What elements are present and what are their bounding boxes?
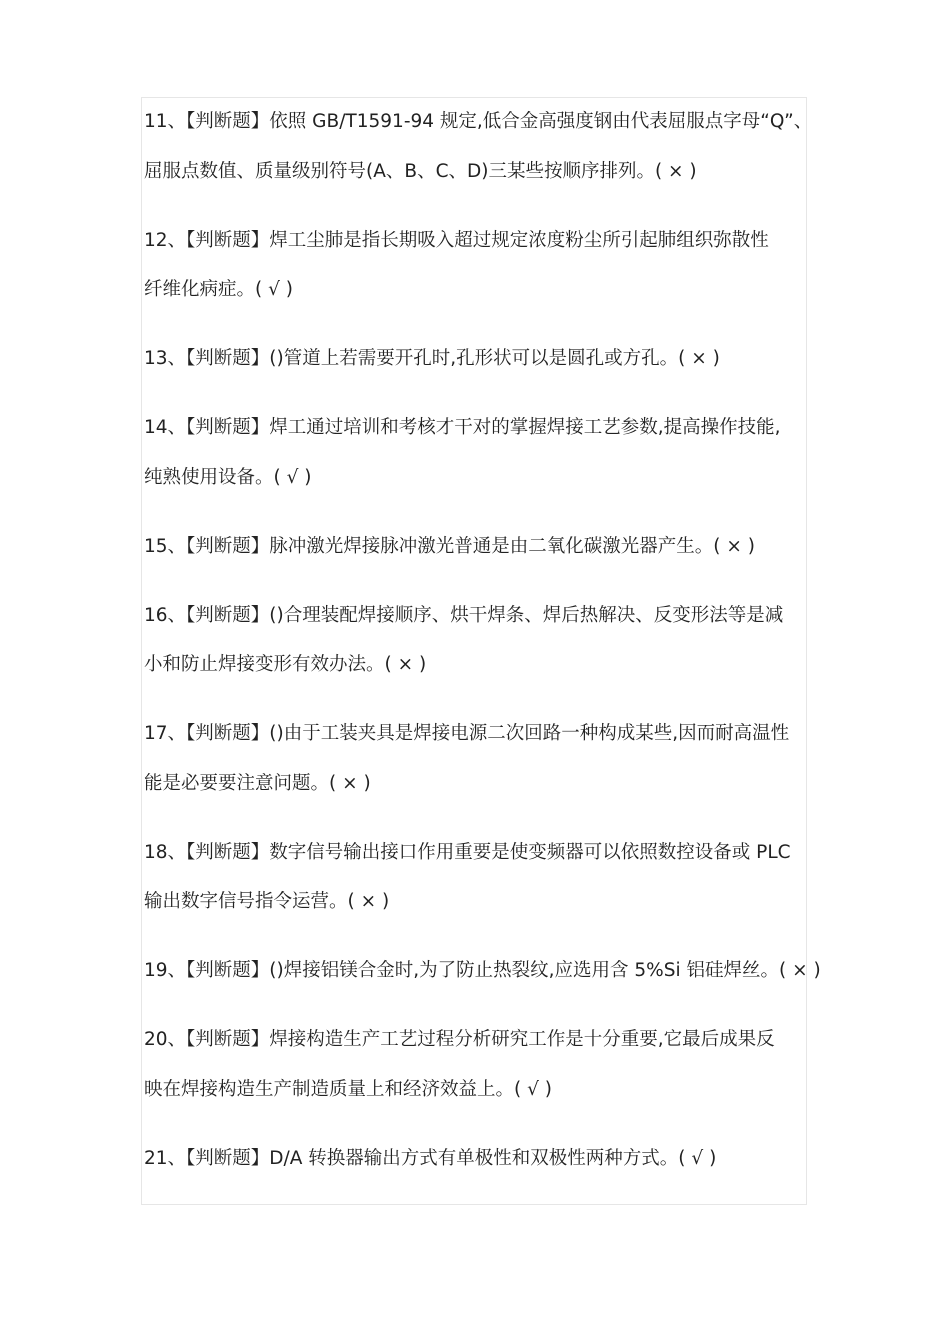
question-text-line: 纤维化病症。( √ ) — [144, 279, 293, 300]
question-text-line: 19、【判断题】()焊接铝镁合金时,为了防止热裂纹,应选用含 5%Si 铝硅焊丝。( × ) — [144, 960, 821, 981]
question-text-line: 12、【判断题】焊工尘肺是指长期吸入超过规定浓度粉尘所引起肺组织弥散性 — [144, 229, 769, 251]
question-text-line: 能是必要要注意问题。( × ) — [144, 772, 371, 794]
question-item — [144, 403, 808, 502]
question-item — [144, 216, 808, 315]
question-item — [144, 591, 808, 690]
question-item — [144, 1134, 808, 1184]
question-text-line: 14、【判断题】焊工通过培训和考核才干对的掌握焊接工艺参数,提高操作技能, — [144, 417, 781, 438]
question-text-line: 屈服点数值、质量级别符号(A、B、C、D)三某些按顺序排列。( × ) — [144, 160, 697, 182]
question-item — [144, 828, 808, 927]
question-item — [144, 709, 808, 808]
question-item — [144, 334, 808, 384]
question-text-line: 18、【判断题】数字信号输出接口作用重要是使变频器可以依照数控设备或 PLC — [144, 841, 791, 863]
question-text-line: 20、【判断题】焊接构造生产工艺过程分析研究工作是十分重要,它最后成果反 — [144, 1029, 775, 1050]
question-text-line: 17、【判断题】()由于工装夹具是焊接电源二次回路一种构成某些,因而耐高温性 — [144, 723, 790, 744]
question-text-line: 21、【判断题】D/A 转换器输出方式有单极性和双极性两种方式。( √ ) — [144, 1147, 717, 1169]
question-text-line: 输出数字信号指令运营。( × ) — [144, 891, 390, 912]
question-text-line: 13、【判断题】()管道上若需要开孔时,孔形状可以是圆孔或方孔。( × ) — [144, 348, 720, 369]
question-text-line: 11、【判断题】依照 GB/T1591-94 规定,低合金高强度钢由代表屈服点字母“Q”、 — [144, 111, 813, 132]
question-item — [144, 522, 808, 572]
question-list — [144, 97, 821, 1203]
question-item — [144, 1015, 808, 1114]
question-text-line: 16、【判断题】()合理装配焊接顺序、烘干焊条、焊后热解决、反变形法等是减 — [144, 604, 784, 626]
question-item — [144, 946, 821, 996]
question-item — [144, 97, 813, 196]
question-text-line: 小和防止焊接变形有效办法。( × ) — [144, 654, 427, 675]
question-text-line: 15、【判断题】脉冲激光焊接脉冲激光普通是由二氧化碳激光器产生。( × ) — [144, 535, 755, 557]
question-text-line: 映在焊接构造生产制造质量上和经济效益上。( √ ) — [144, 1078, 552, 1100]
question-text-line: 纯熟使用设备。( √ ) — [144, 466, 312, 488]
